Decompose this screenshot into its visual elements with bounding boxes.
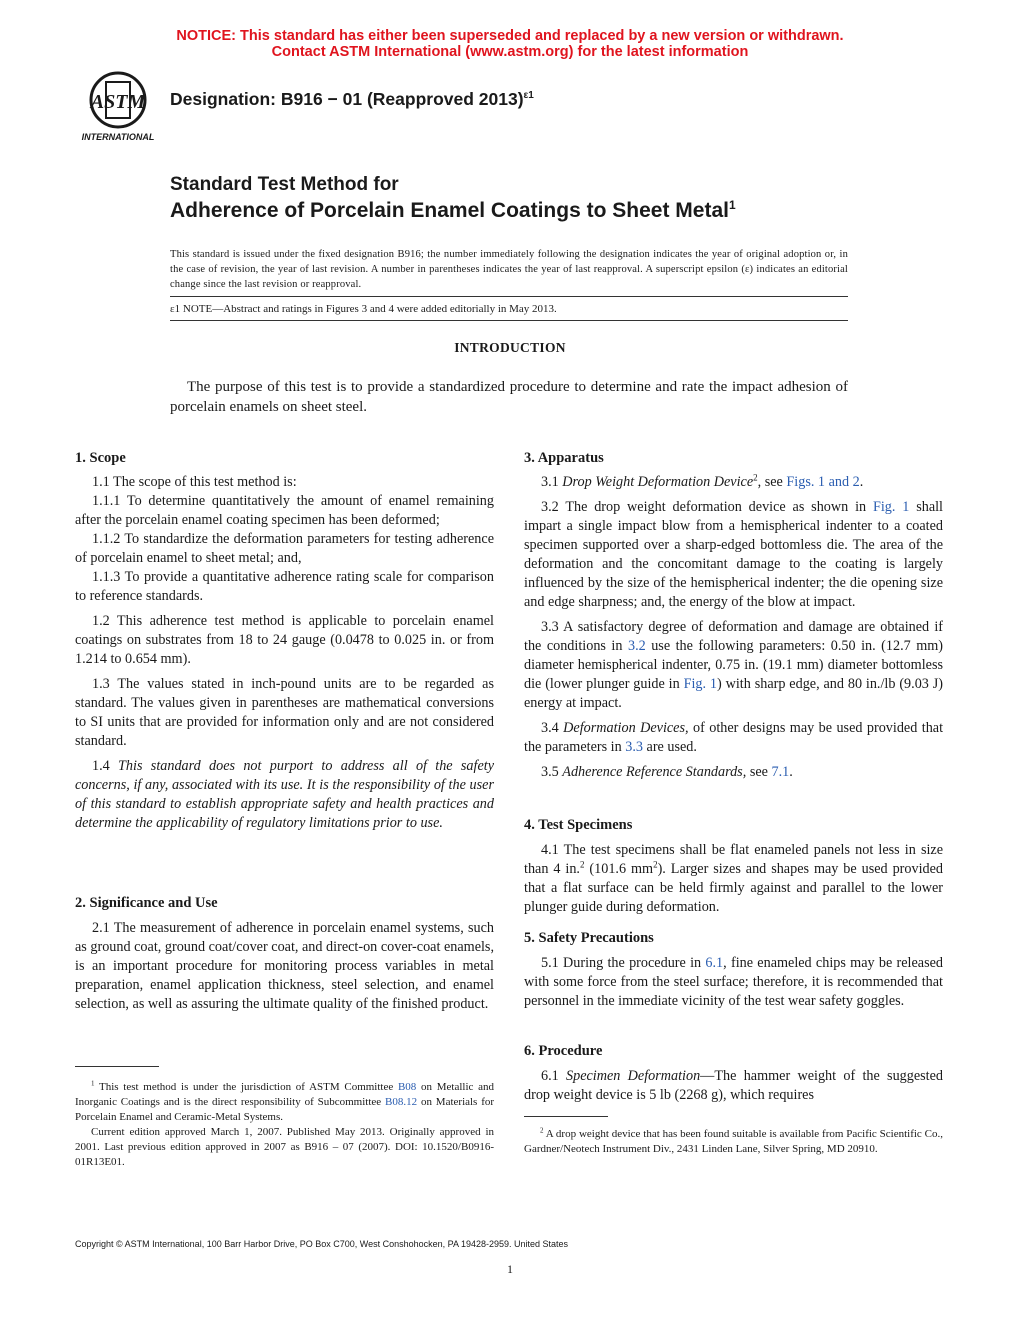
- title-footnote-ref: 1: [728, 198, 736, 212]
- para-1-3: 1.3 The values stated in inch-pound units are to be regarded as standard. The values given in parentheses are mathematical conversions to SI units that are provided for information only and are not considered standard.: [75, 676, 494, 749]
- section-7-1-link[interactable]: 7.1: [771, 764, 790, 780]
- notice-line-2: Contact ASTM International (www.astm.org) for the latest information: [271, 44, 749, 60]
- section-heading-scope: 1. Scope: [75, 450, 126, 466]
- astm-logo: [72, 70, 168, 146]
- para-1-2: 1.2 This adherence test method is applicable to porcelain enamel coatings on substrates from 18 to 24 gauge (0.0478 to 0.025 in. or from 1.214 to 0.654 mm).: [75, 613, 494, 667]
- para-5-1: 5.1 During the procedure in 6.1, fine enameled chips may be released with some force from the steel surface; therefore, it is recommended that personnel in the immediate vicinity of the test wear safety goggles.: [524, 955, 943, 1009]
- para-1-1-2: 1.1.2 To standardize the deformation parameters for testing adherence of porcelain enamel to sheet metal; and,: [75, 531, 494, 566]
- para-2-1: 2.1 The measurement of adherence in porcelain enamel systems, such as ground coat, ground coat/cover coat, and direct-on cover-coat enamels, is an important procedure for monitoring process variables in metal preparation, enamel application thickness, steel selection, and enamel selection, as well as assuring the ultimate quality of the finished product.: [75, 920, 494, 1012]
- para-1-4: 1.4 This standard does not purport to address all of the safety concerns, if any, associated with its use. It is the responsibility of the user of this standard to establish appropriate safety and health practices and determine the applicability of regulatory limitations prior to use.: [75, 758, 494, 831]
- scope-paragraphs: [75, 473, 494, 833]
- para-3-4: 3.4 Deformation Devices, of other designs may be used provided that the parameters in 3.3 are used.: [524, 720, 944, 755]
- footnote-divider: [524, 1116, 608, 1117]
- para-4-1: 4.1 The test specimens shall be flat enameled panels not less in size than 4 in.$^2$ (101.6 $mm^2$). Larger sizes and shapes may be used provided that a flat surface can be held firmly against and parallel to the lower plunger guide during deformation.: [524, 842, 944, 915]
- procedure-paragraphs: [524, 1067, 943, 1105]
- figs-1-2-link[interactable]: Figs. 1 and 2: [786, 474, 860, 490]
- section-6-1-link[interactable]: 6.1: [705, 955, 724, 971]
- notice-line-1: NOTICE: This standard has either been superseded and replaced by a new version or withdrawn.: [176, 28, 844, 44]
- section-heading-safety: 5. Safety Precautions: [524, 930, 654, 946]
- para-3-3: 3.3 A satisfactory degree of deformation and damage are obtained if the conditions in 3.2 use the following parameters: 0.50 in. (12.7 mm) diameter hemispherical indenter, 0.75 in. (19.1 mm) diameter bottomless die (lower plunger guide in Fig. 1) with sharp edge, and 80 in./lb (9.03 J) energy at impact.: [524, 619, 943, 711]
- para-1-1-1: 1.1.1 To determine quantitatively the amount of enamel remaining after the porcelain enamel coating specimen has been deformed;: [75, 493, 494, 528]
- divider: [170, 296, 848, 297]
- title-line-2: [170, 199, 736, 223]
- astm-logo-org: INTERNATIONAL: [81, 132, 155, 142]
- para-3-5: 3.5 Adherence Reference Standards, see 7.1.: [541, 764, 793, 780]
- para-1-1-3: 1.1.3 To provide a quantitative adherence rating scale for comparison to reference standards.: [75, 569, 494, 604]
- para-1-1: 1.1 The scope of this test method is:: [92, 474, 297, 490]
- astm-logo-letters: ASTM: [90, 91, 146, 113]
- introduction-heading: INTRODUCTION: [454, 340, 566, 355]
- introduction-text: The purpose of this test is to provide a standardized procedure to determine and rate the impact adhesion of porcelain enamels on sheet steel.: [170, 379, 848, 415]
- footnote-2: $^2$ A drop weight device that has been found suitable is available from Pacific Scientific Co., Gardner/Neotech Instrument Div., 2431 Linden Lane, Silver Spring, MD 20910.: [524, 1126, 943, 1155]
- section-heading-significance: 2. Significance and Use: [75, 895, 218, 911]
- section-3-3-link[interactable]: 3.3: [625, 739, 643, 755]
- title-line-1: Standard Test Method for: [170, 174, 399, 195]
- fig-1-link[interactable]: Fig. 1: [872, 499, 910, 515]
- designation-text: Designation: B916 − 01 (Reapproved 2013): [170, 89, 524, 109]
- section-3-2-link[interactable]: 3.2: [627, 638, 646, 654]
- issuance-note: This standard is issued under the fixed designation B916; the number immediately following the designation indicates the year of original adoption or, in the case of revision, the year of last revision. A number in parentheses indicates the year of last reapproval. A superscript epsilon (ε) indicates an editorial change since the last revision or reapproval.: [170, 249, 848, 290]
- subcommittee-link[interactable]: B08.12: [385, 1096, 418, 1108]
- copyright-footer: Copyright © ASTM International, 100 Barr Harbor Drive, PO Box C700, West Conshohocken, PA 19428-2959. United States: [75, 1239, 569, 1249]
- section-heading-apparatus: 3. Apparatus: [524, 450, 604, 466]
- para-3-1: 3.1 Drop Weight Deformation Device$^2$, see Figs. 1 and 2.: [541, 472, 864, 490]
- committee-link[interactable]: B08: [397, 1081, 417, 1093]
- specimens-paragraphs: [524, 841, 943, 917]
- page-number: 1: [507, 1262, 513, 1276]
- designation-sup: ε1: [523, 90, 534, 102]
- divider: [170, 320, 848, 321]
- significance-paragraphs: [75, 919, 494, 1014]
- apparatus-paragraphs: [524, 473, 943, 782]
- safety-paragraphs: [524, 954, 943, 1011]
- section-heading-procedure: 6. Procedure: [524, 1043, 603, 1059]
- footnote-divider: [75, 1066, 159, 1067]
- para-6-1: 6.1 Specimen Deformation—The hammer weight of the suggested drop weight device is 5 lb (2268 g), which requires: [524, 1068, 944, 1103]
- para-3-2: 3.2 The drop weight deformation device as shown in Fig. 1 shall impart a single impact blow from a hemispherical indenter to a coated specimen supported over a sharp-edged bottomless die. The area of the deformation and the concomitant damage to the coating is largely influenced by the size of the hemispherical indenter; the die opening size and edge sharpness; and, the energy of the blow at impact.: [524, 499, 943, 610]
- footnote-1: $^1$ This test method is under the jurisdiction of ASTM Committee B08 on Metallic and Inorganic Coatings and is the direct responsibility of Subcommittee B08.12 on Materials for Porcelain Enamel and Ceramic-Metal Systems. Current edition approved March 1, 2007. Published May 2013. Originally approved in 2001. Last previous edition approved in 2007 as B916 – 07 (2007). DOI: 10.1520/B0916-01R13E01.: [75, 1079, 495, 1168]
- epsilon-note: ε1 NOTE—Abstract and ratings in Figures 3 and 4 were added editorially in May 2013.: [170, 303, 557, 315]
- section-heading-specimens: 4. Test Specimens: [524, 817, 633, 833]
- designation: [170, 89, 534, 110]
- fig-1-link[interactable]: Fig. 1: [683, 676, 718, 692]
- title-main: Adherence of Porcelain Enamel Coatings to Sheet Metal: [170, 199, 729, 222]
